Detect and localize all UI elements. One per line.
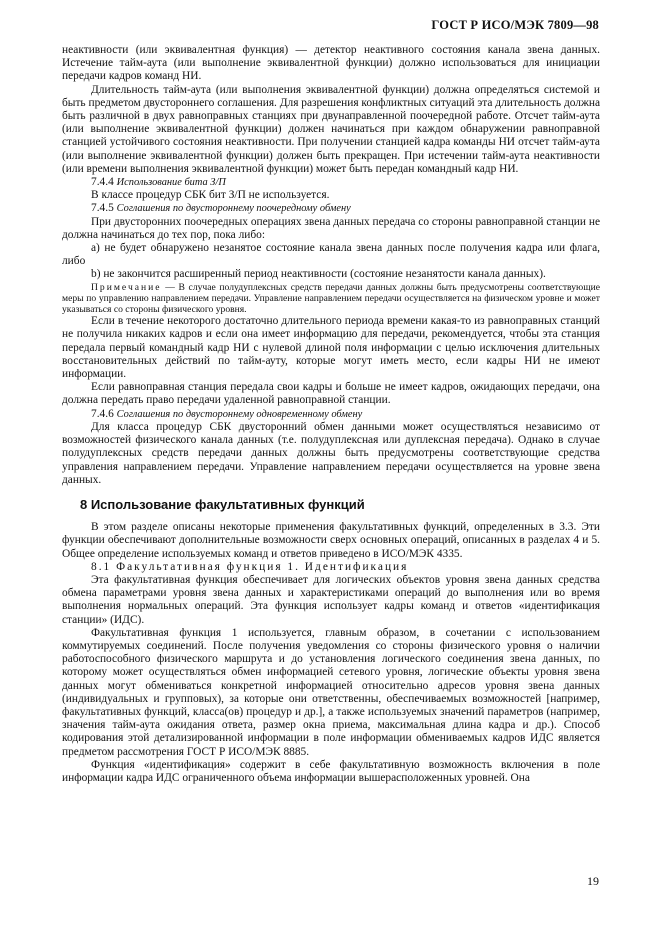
paragraph: Факультативная функция 1 используется, главным образом, в сочетании с использованием коммутируемых соединений. После получения уведомления со стороны физического уровня о наличии работоспособного физического маршрута и до установления логического соединения звена данных, по которому может осуществляться обмен информацией сетевого уровня, логические объекты уровня звена данных могут обмениваться конкретной информацией относительно адресов уровня звена данных (индивидуальных и групповых), за которые они ответственны, обеспечиваемых возможностей [например, факультативных функций, класса(ов) процедур и др.], а также используемых значений параметров (например, значения тайм-аута ожидания ответа, размер окна приема, максимальная длина кадра и др.). Способ кодирования этой детализированной информации в поле информации обмениваемых кадров ИДС является предметом рассмотрения ГОСТ Р ИСО/МЭК 8885. [62,626,600,758]
subsection-title: Использование бита З/П [116,177,226,189]
subsection-heading-7-4-6 [62,408,600,421]
running-header: ГОСТ Р ИСО/МЭК 7809—98 [431,18,599,32]
subsection-number: 7.4.4 [91,176,114,189]
note-label: Примечание [91,281,162,293]
paragraph: неактивности (или эквивалентная функция) — детектор неактивного состояния канала звена данных. Истечение тайм-аута (или выполнение эквивалентной функции) должно использоваться для инициации передачи кадров команд НИ. [62,44,600,83]
section-heading: 8 Использование факультативных функций [80,496,365,512]
note-text: — В случае полудуплексных средств передачи данных должны быть предусмотрены соответствующие меры по управлению направлением передачи. Управление направлением передачи осуществляется на физическом уровне и может указываться со стороны физического уровня. [62,281,600,316]
list-item-b: b) не закончится расширенный период неактивности (состояние незанятости канала данных). [91,268,546,281]
subsection-heading-7-4-4 [62,176,600,189]
subsection-heading-7-4-5 [62,202,600,215]
note [62,282,600,316]
paragraph: В классе процедур СБК бит З/П не используется. [91,189,330,202]
paragraph: Если в течение некоторого достаточно длительного периода времени какая-то из равноправных станций не получила никаких кадров и если она имеет информацию для передачи, рекомендуется, чтобы эта станция передала первый командный кадр НИ с нулевой длиной поля информации с целью исключения длительных восстановительных действий по тайм-ауту, которые могут иметь место, если кадры НИ не имеют информации. [62,315,600,381]
subsection-number: 7.4.5 [91,202,114,215]
page-number: 19 [587,874,599,888]
paragraph: Функция «идентификация» содержит в себе факультативную возможность включения в поле информации кадра ИДС ограниченного объема информации вышерасположенных уровней. Она [62,758,600,784]
paragraph: В этом разделе описаны некоторые применения факультативных функций, определенных в 3.3. Эти функции обеспечивают дополнительные возможности сверх основных операций, описанных в разделах 4 и 5. Общее определение используемых команд и ответов приведено в ИСО/МЭК 4335. [62,521,600,560]
list-item-a: а) не будет обнаружено незанятое состояние канала звена данных после получения кадра или флага, либо [62,242,600,268]
page-body [62,44,600,785]
paragraph: Для класса процедур СБК двусторонний обмен данными может осуществляться независимо от возможностей физического канала данных (т.е. полудуплексная или дуплексная передача). Однако в случае полудуплексных средств передачи данных должны быть предусмотрены соответствующие средства управления направлением передачи. Управление направлением передачи осуществляется на уровне звена данных. [62,420,600,486]
paragraph: Длительность тайм-аута (или выполнения эквивалентной функции) должна определяться системой и быть предметом двустороннего соглашения. Для разрешения конфликтных ситуаций эта длительность должна быть различной в двух равноправных станциях при двунаправленной поочередной работе. Отсчет тайм-аута (или выполнение эквивалентной функции) должен начинаться при каждом обнаружении равноправной станцией устойчивого состояния неактивности. При получении станцией кадра команды НИ отсчет тайм-аута (или выполнение эквивалентной функции) должен быть прекращен. При истечении тайм-аута неактивности (или времени выполнения эквивалентной функции) может быть передан командный кадр НИ. [62,83,600,175]
subsection-title: Соглашения по двустороннему одновременному обмену [116,408,363,420]
paragraph: Если равноправная станция передала свои кадры и больше не имеет кадров, ожидающих передачи, она должна передать право передачи удаленной равноправной станции. [62,381,600,407]
subsection-title: Соглашения по двустороннему поочередному обмену [116,203,351,215]
subsection-heading-8-1: 8.1 Факультативная функция 1. Идентификация [91,560,409,573]
subsection-number: 7.4.6 [91,407,114,420]
paragraph: При двусторонних поочередных операциях звена данных передача со стороны равноправной станции не должна начинаться до тех пор, пока либо: [62,215,600,241]
paragraph: Эта факультативная функция обеспечивает для логических объектов уровня звена данных средства обмена параметрами уровня звена данных и характеристиками операций до выполнения или во время выполнения нормальных операций. Эта функция использует кадры команд и ответов «идентификация станции» (ИДС). [62,573,600,626]
